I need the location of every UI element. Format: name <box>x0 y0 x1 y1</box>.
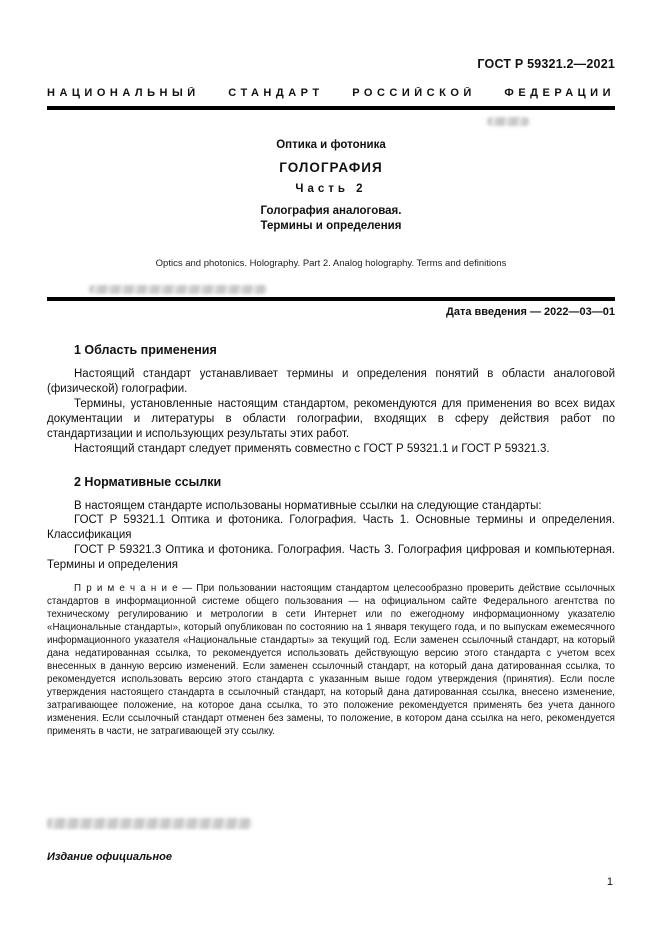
paragraph: В настоящем стандарте использованы нормативные ссылки на следующие стандарты: <box>74 499 542 512</box>
paragraph: Настоящий стандарт устанавливает термины и определения понятий в области аналоговой (физической) голографии. <box>47 367 615 395</box>
note <box>47 582 615 738</box>
note-label: П р и м е ч а н и е <box>74 583 179 595</box>
english-title: Optics and photonics. Holography. Part 2. Analog holography. Terms and definitions <box>155 257 507 269</box>
official-edition-label: Издание официальное <box>47 851 172 863</box>
title-block <box>47 139 615 269</box>
blurred-stamp-artifact <box>487 117 529 126</box>
subject-title: Оптика и фотоника <box>276 139 386 151</box>
paragraph: Настоящий стандарт следует применять совместно с ГОСТ Р 59321.1 и ГОСТ Р 59321.3. <box>74 442 550 455</box>
section-heading-scope: 1 Область применения <box>74 342 217 357</box>
standard-banner <box>47 87 615 110</box>
section-scope <box>47 343 615 457</box>
subtitle-line-2: Термины и определения <box>260 219 402 232</box>
doc-code: ГОСТ Р 59321.2—2021 <box>477 57 615 71</box>
subtitle <box>47 204 615 234</box>
reference-item: ГОСТ Р 59321.3 Оптика и фотоника. Голография. Часть 3. Голография цифровая и компьютерная. Термины и определения <box>47 544 615 572</box>
section-heading-references: 2 Нормативные ссылки <box>74 474 222 489</box>
blurred-code-artifact <box>89 285 267 294</box>
introduction-date: Дата введения — 2022—03—01 <box>446 305 615 318</box>
divider-rule <box>47 297 615 301</box>
banner-text: НАЦИОНАЛЬНЫЙ СТАНДАРТ РОССИЙСКОЙ ФЕДЕРАЦИИ <box>47 87 615 99</box>
part-title: Часть 2 <box>295 183 367 195</box>
reference-item: ГОСТ Р 59321.1 Оптика и фотоника. Голография. Часть 1. Основные термины и определения. Классификация <box>47 514 615 542</box>
blurred-publisher-artifact <box>47 818 252 829</box>
paragraph: Термины, установленные настоящим стандартом, рекомендуются для применения во всех видах документации и литературы в области голографии, входящих в сферу действия работ по стандартизации и использующих результаты этих работ. <box>47 397 615 440</box>
page-number: 1 <box>606 876 613 888</box>
section-normative-references <box>47 475 615 739</box>
subtitle-line-1: Голография аналоговая. <box>260 205 402 217</box>
main-title: ГОЛОГРАФИЯ <box>279 160 383 175</box>
note-text: — При пользовании настоящим стандартом целесообразно проверить действие ссылочных стандартов в информационной системе общего пользования — на официальном сайте Федерального агентства по техническому регулированию и метрологии в сети Интернет или по ежегодному информационному указателю «Национальные стандарты», который опубликован по состоянию на 1 января текущего года, и по выпускам ежемесячного информационного указателя «Национальные стандарты» за текущий год. Если заменен ссылочный стандарт, на который дана недатированная ссылка, то рекомендуется использовать действующую версию этого стандарта с учетом всех внесенных в данную версию изменений. Если заменен ссылочный стандарт, на который дана датированная ссылка, то рекомендуется использовать версию этого стандарта с указанным выше годом утверждения (принятия). Если после утверждения настоящего стандарта в ссылочный стандарт, на который дана датированная ссылка, внесено изменение, затрагивающее положение, на которое дана ссылка, то это положение рекомендуется применять без учета данного изменения. Если ссылочный стандарт отменен без замены, то положение, в котором дана ссылка на него, рекомендуется применять в части, не затрагивающей эту ссылку. <box>47 583 615 738</box>
